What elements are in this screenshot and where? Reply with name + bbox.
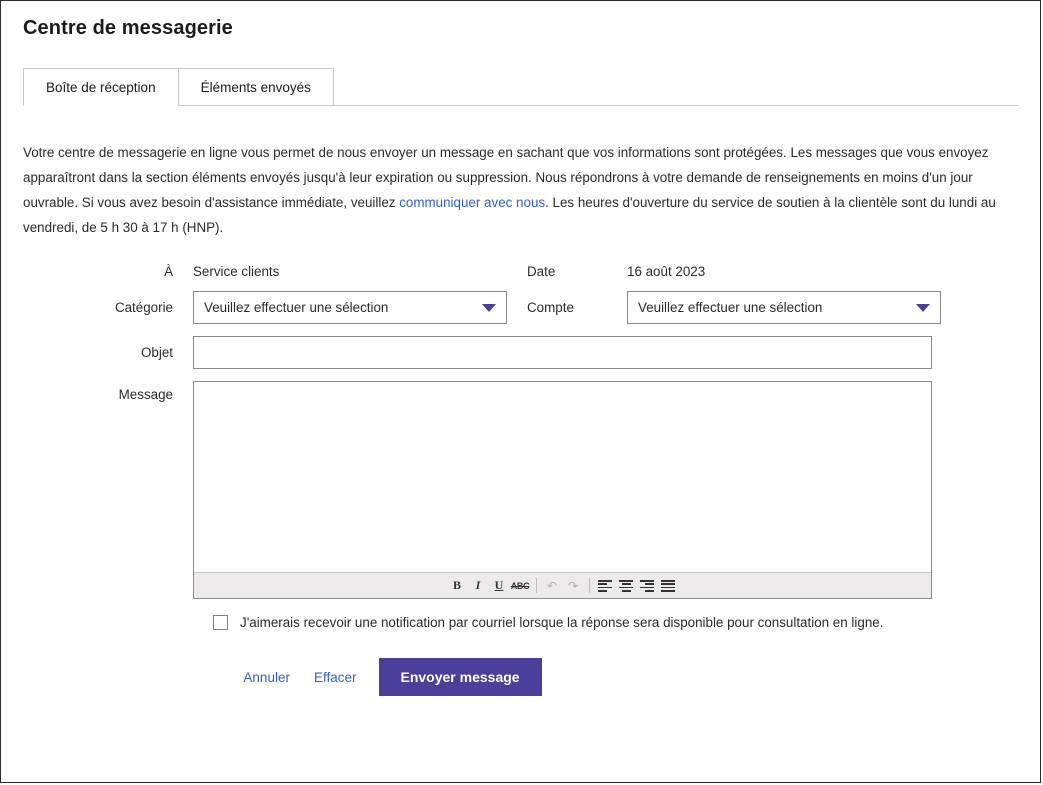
align-left-icon[interactable] bbox=[596, 576, 615, 595]
account-select[interactable] bbox=[627, 291, 941, 324]
align-justify-icon[interactable] bbox=[659, 576, 678, 595]
account-select-value: Veuillez effectuer une sélection bbox=[638, 300, 823, 315]
page-title: Centre de messagerie bbox=[23, 17, 233, 39]
bold-icon[interactable]: B bbox=[452, 578, 461, 592]
date-label: Date bbox=[527, 264, 556, 279]
notify-checkbox[interactable] bbox=[213, 615, 228, 630]
to-value: Service clients bbox=[193, 264, 280, 279]
category-label: Catégorie bbox=[114, 300, 173, 315]
align-right-icon[interactable] bbox=[638, 576, 657, 595]
align-center-icon[interactable] bbox=[617, 576, 636, 595]
account-label: Compte bbox=[527, 300, 574, 315]
toolbar-separator bbox=[536, 578, 537, 593]
tab-inbox-label: Boîte de réception bbox=[46, 79, 156, 95]
row-subject bbox=[23, 336, 1040, 369]
toolbar-separator bbox=[589, 578, 590, 593]
undo-icon[interactable]: ↶ bbox=[546, 578, 558, 593]
redo-icon[interactable]: ↷ bbox=[567, 578, 579, 593]
italic-icon[interactable]: I bbox=[475, 578, 481, 592]
intro-text-part2: . Les heures d'ouverture du service de soutien à la clientèle sont du lundi au vendredi, de 5 h 30 à 17 h (HNP). bbox=[23, 195, 996, 235]
message-editor bbox=[193, 381, 932, 599]
notify-checkbox-label: J'aimerais recevoir une notification par courriel lorsque la réponse sera disponible pour consultation en ligne. bbox=[240, 615, 884, 630]
tab-inbox[interactable] bbox=[23, 68, 179, 106]
send-message-button[interactable]: Envoyer message bbox=[379, 658, 542, 696]
row-message bbox=[23, 381, 1040, 599]
message-textarea[interactable] bbox=[194, 382, 931, 572]
date-value: 16 août 2023 bbox=[627, 264, 706, 279]
tab-sent-items[interactable] bbox=[178, 68, 334, 106]
form-actions bbox=[23, 658, 1040, 696]
cancel-button[interactable]: Annuler bbox=[241, 666, 292, 689]
row-category-account bbox=[23, 291, 1040, 324]
chevron-down-icon bbox=[482, 304, 496, 312]
notify-checkbox-row bbox=[23, 615, 1040, 630]
row-to-date bbox=[23, 264, 1040, 279]
contact-us-link[interactable]: communiquer avec nous bbox=[399, 195, 546, 210]
strikethrough-icon[interactable]: ABC bbox=[510, 580, 530, 591]
chevron-down-icon bbox=[916, 304, 930, 312]
category-select[interactable] bbox=[193, 291, 507, 324]
clear-button[interactable]: Effacer bbox=[312, 666, 359, 689]
subject-input[interactable] bbox=[193, 336, 932, 369]
intro-text-part1: Votre centre de messagerie en ligne vous permet de nous envoyer un message en sachant que vos informations sont protégées. Les messages que vous envoyez apparaîtront dans la section éléments envoyés jusqu'à leur expiration ou suppression. Nous répondrons à votre demande de renseignements en moins d'un jour ouvrable. Si vous avez besoin d'assistance immédiate, veuillez bbox=[23, 145, 989, 210]
subject-label: Objet bbox=[140, 345, 173, 360]
underline-icon[interactable]: U bbox=[494, 578, 504, 592]
tab-bar bbox=[23, 65, 1018, 106]
message-form bbox=[1, 264, 1040, 696]
message-label: Message bbox=[118, 387, 173, 402]
tab-sent-items-label: Éléments envoyés bbox=[200, 79, 311, 95]
editor-toolbar bbox=[194, 572, 931, 598]
to-label: À bbox=[164, 264, 173, 279]
category-select-value: Veuillez effectuer une sélection bbox=[204, 300, 389, 315]
intro-paragraph bbox=[23, 140, 1003, 240]
